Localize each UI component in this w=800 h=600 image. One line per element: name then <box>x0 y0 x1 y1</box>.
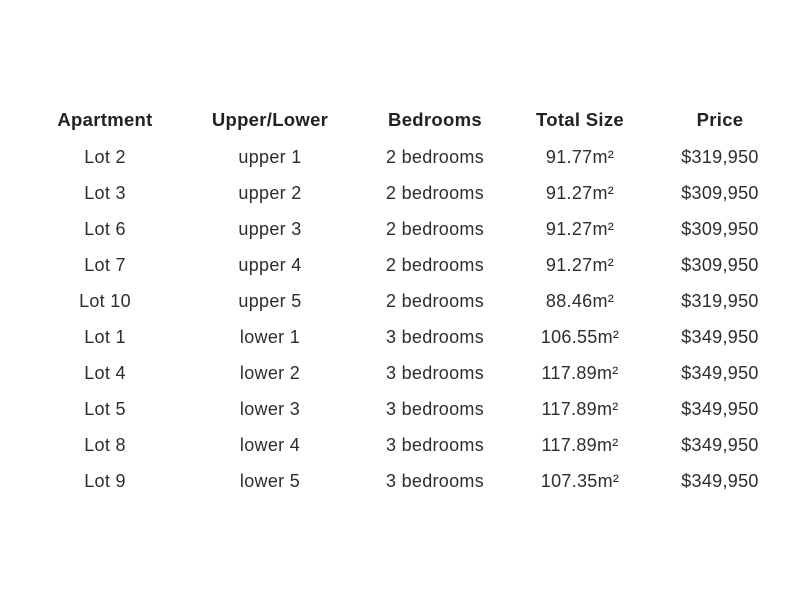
cell-upper-lower: upper 4 <box>238 254 302 275</box>
cell-total-size: 91.27m² <box>545 182 615 203</box>
cell-bedrooms: 2 bedrooms <box>385 218 485 239</box>
cell-apartment: Lot 7 <box>84 254 126 275</box>
cell-total-size: 91.27m² <box>545 254 615 275</box>
cell-total-size: 117.89m² <box>541 434 619 455</box>
cell-bedrooms: 3 bedrooms <box>385 326 485 347</box>
cell-bedrooms: 3 bedrooms <box>385 434 485 455</box>
column-header-upper-lower: Upper/Lower <box>211 109 329 130</box>
cell-price: $349,950 <box>681 326 759 347</box>
cell-price: $349,950 <box>681 434 759 455</box>
cell-price: $349,950 <box>681 362 759 383</box>
cell-bedrooms: 2 bedrooms <box>385 254 485 275</box>
cell-price: $349,950 <box>681 398 759 419</box>
cell-upper-lower: lower 1 <box>239 326 301 347</box>
cell-total-size: 91.77m² <box>545 146 615 167</box>
cell-bedrooms: 3 bedrooms <box>385 362 485 383</box>
column-header-total-size: Total Size <box>536 109 624 130</box>
cell-total-size: 88.46m² <box>545 290 615 311</box>
table-row <box>30 463 790 499</box>
cell-upper-lower: upper 3 <box>238 218 302 239</box>
cell-upper-lower: upper 5 <box>238 290 302 311</box>
table-header-row <box>30 101 790 139</box>
column-header-price: Price <box>696 109 744 130</box>
cell-price: $309,950 <box>681 218 759 239</box>
table-row <box>30 391 790 427</box>
table-row <box>30 247 790 283</box>
cell-apartment: Lot 8 <box>84 434 126 455</box>
cell-total-size: 106.55m² <box>540 326 620 347</box>
cell-price: $319,950 <box>681 290 759 311</box>
cell-apartment: Lot 3 <box>84 182 126 203</box>
cell-bedrooms: 2 bedrooms <box>385 290 485 311</box>
cell-apartment: Lot 5 <box>84 398 126 419</box>
cell-bedrooms: 3 bedrooms <box>385 470 485 491</box>
table-row <box>30 319 790 355</box>
cell-upper-lower: lower 2 <box>239 362 301 383</box>
cell-price: $309,950 <box>681 254 759 275</box>
table-row <box>30 427 790 463</box>
table-row <box>30 139 790 175</box>
cell-upper-lower: lower 4 <box>239 434 301 455</box>
cell-apartment: Lot 10 <box>79 290 131 311</box>
cell-total-size: 117.89m² <box>541 362 619 383</box>
cell-price: $319,950 <box>681 146 759 167</box>
cell-apartment: Lot 4 <box>84 362 126 383</box>
column-header-apartment: Apartment <box>57 109 153 130</box>
cell-total-size: 117.89m² <box>541 398 619 419</box>
cell-upper-lower: upper 2 <box>238 182 302 203</box>
cell-upper-lower: upper 1 <box>238 146 302 167</box>
cell-bedrooms: 2 bedrooms <box>385 146 485 167</box>
cell-total-size: 91.27m² <box>545 218 615 239</box>
table-row <box>30 211 790 247</box>
cell-apartment: Lot 6 <box>84 218 126 239</box>
table-body <box>30 139 790 499</box>
cell-bedrooms: 3 bedrooms <box>385 398 485 419</box>
cell-apartment: Lot 9 <box>84 470 126 491</box>
cell-price: $349,950 <box>681 470 759 491</box>
column-header-bedrooms: Bedrooms <box>388 109 482 130</box>
cell-apartment: Lot 1 <box>84 326 126 347</box>
cell-upper-lower: lower 3 <box>239 398 301 419</box>
cell-upper-lower: lower 5 <box>239 470 301 491</box>
table-row <box>30 175 790 211</box>
cell-total-size: 107.35m² <box>540 470 620 491</box>
table-row <box>30 283 790 319</box>
apartment-pricing-table <box>30 101 790 499</box>
cell-price: $309,950 <box>681 182 759 203</box>
cell-bedrooms: 2 bedrooms <box>385 182 485 203</box>
cell-apartment: Lot 2 <box>84 146 126 167</box>
table-row <box>30 355 790 391</box>
